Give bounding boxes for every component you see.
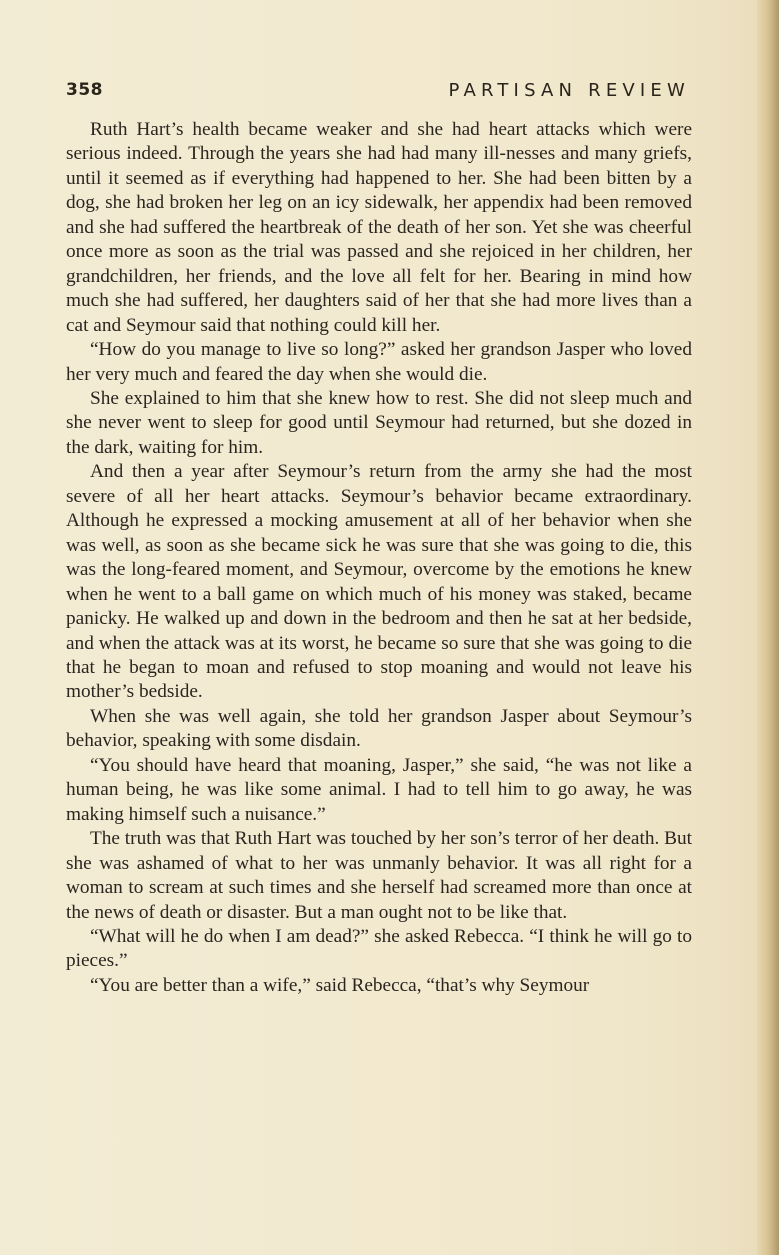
paragraph: “You are better than a wife,” said Rebecca, “that’s why Seymour: [90, 974, 590, 996]
page-number: 358: [66, 80, 103, 100]
paragraph: “What will he do when I am dead?” she asked Rebecca. “I think he will go to pieces.”: [66, 925, 692, 972]
paragraph: “You should have heard that moaning, Jasper,” she said, “he was not like a human being, he was like some animal. I had to tell him to go away, he was making himself such a nuisance.”: [66, 754, 692, 825]
paragraph: She explained to him that she knew how to rest. She did not sleep much and she never went to sleep for good until Seymour had returned, but she dozed in the dark, waiting for him.: [66, 387, 692, 458]
paragraph: When she was well again, she told her grandson Jasper about Seymour’s behavior, speaking with some disdain.: [66, 705, 692, 752]
paragraph: The truth was that Ruth Hart was touched by her son’s terror of her death. But she was ashamed of what to her was unmanly behavior. It was all right for a woman to scream at such times and she herself had screamed more than once at the news of death or disaster. But a man ought not to be like that.: [66, 828, 692, 923]
paragraph: And then a year after Seymour’s return from the army she had the most severe of all her heart attacks. Seymour’s behavior became extraordinary. Although he expressed a mocking amusement at all of her behavior when she was well, as soon as she became sick he was sure that she was going to die, this was the long-feared moment, and Seymour, overcome by the emotions he knew when he went to a ball game on which much of his money was staked, became panicky. He walked up and down in the bedroom and then he sat at her bedside, and when the attack was at its worst, he became so sure that she was going to die that he began to moan and refused to stop moaning and would not leave his mother’s bedside.: [66, 461, 692, 703]
running-head: [66, 80, 690, 108]
body-text: [66, 118, 692, 998]
journal-title: PARTISAN REVIEW: [448, 80, 690, 101]
paragraph: Ruth Hart’s health became weaker and she had heart attacks which were serious indeed. Through the years she had had many ill-nesses and many griefs, until it seemed as if everything had happened to her. She had been bitten by a dog, she had broken her leg on an icy sidewalk, her appendix had been removed and she had suffered the heartbreak of the death of her son. Yet she was cheerful once more as soon as the trial was passed and she rejoiced in her children, her grandchildren, her friends, and the love all felt for her. Bearing in mind how much she had suffered, her daughters said of her that she had more lives than a cat and Seymour said that nothing could kill her.: [66, 119, 692, 336]
page-edge-shadow: [757, 0, 779, 1255]
paragraph: “How do you manage to live so long?” asked her grandson Jasper who loved her very much and feared the day when she would die.: [66, 339, 692, 385]
